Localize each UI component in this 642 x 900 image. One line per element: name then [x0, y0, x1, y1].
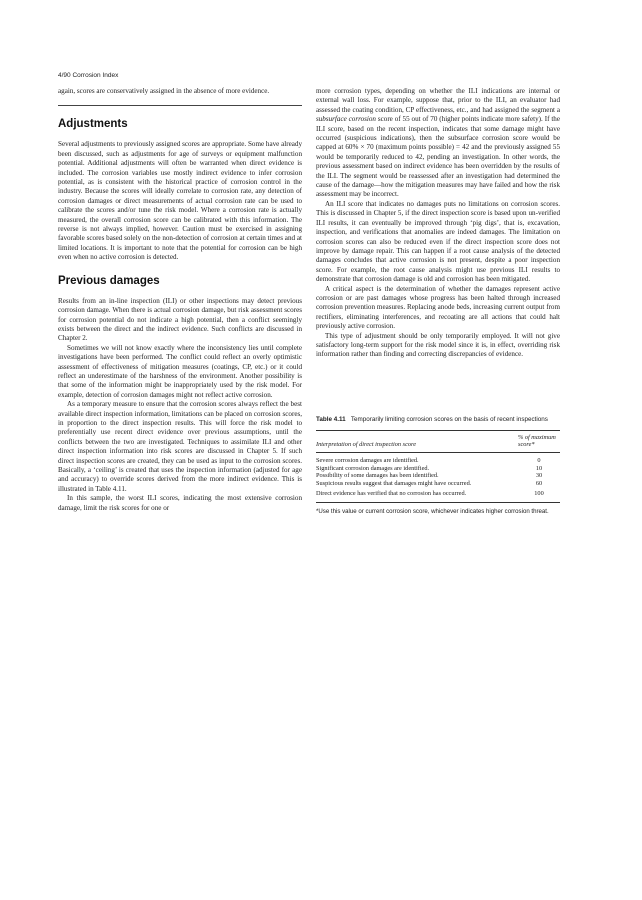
table-row	[316, 457, 560, 465]
subsurface-corrosion-term: subsurface corrosion	[316, 115, 376, 124]
adjustments-paragraph: Several adjustments to previously assigned scores are appropriate. Some have already been discussed, such as adjustments for age of surveys or equipment malfunction potential. Additional adjustments will often be warranted when direct evidence is included. The corrosion variables use mostly indirect evidence to infer corrosion potential, as is consistent with the historical practice of corrosion control in the industry. Because the scores will ideally correlate to corrosion rate, any detection of corrosion damages or direct measurements of actual corrosion rate can be used to calibrate the scores and/or tune the risk model. Where a corrosion rate is actually measured, the overall corrosion score can be calibrated with this information. The reverse is not always implied, however. Caution must be exercised in assigning favorable scores based solely on the non-detection of corrosion at certain times and at limited locations. It is important to note that the potential for corrosion can be high even when no active corrosion is detected.	[58, 140, 302, 262]
table-row	[316, 490, 560, 498]
left-column	[58, 87, 302, 513]
previous-damages-paragraph-4: In this sample, the worst ILI scores, indicating the most extensive corrosion damage, limit the risk scores for one or	[58, 494, 302, 512]
table-footnote: *Use this value or current corrosion score, whichever indicates higher corrosion threat.	[316, 507, 549, 515]
adjustments-heading: Adjustments	[58, 118, 128, 131]
right-paragraph-2: An ILI score that indicates no damages puts no limitations on corrosion scores. This is discussed in Chapter 5, if the direct inspection score is based upon un-verified ILI results, it can eventually be improved through ‘pig digs’, that is, excavation, inspection, and verifications that anomalies are indeed damages. The limitation on corrosion scores can also be reduced even if the direct inspection score does not improve by damage repair. This can happen if a root cause analysis of the detected damages concludes that active corrosion is not present, despite a poor inspection score. For example, the root cause analysis might use previous ILI results to demonstrate that corrosion damage is old and corrosion has been mitigated.	[316, 199, 560, 284]
previous-damages-paragraph-1: Results from an in-line inspection (ILI) or other inspections may detect previous corrosion damage. When there is actual corrosion damage, but risk assessment scores for corrosion potential do not indicate a high potential, then a conflict seemingly exists between the direct and the indirect evidence. Such conflicts are discussed in Chapter 2.	[58, 296, 302, 343]
previous-damages-heading: Previous damages	[58, 274, 160, 287]
table-number: Table 4.11	[316, 415, 346, 423]
table-cell-value: 30	[535, 472, 543, 480]
right-paragraph-1-end: score of 55 out of 70 (higher points indicate more safety). If the ILI score, based on the recent inspection, indicates that some damage might have occurred (suspicious indications), then the subsurface corrosion score would be capped at 60% × 70 (maximum points possible) = 42 and the previously assigned 55 would be temporarily reduced to 42, pending an investigation. In other words, the previous assessment based on indirect evidence has been overridden by the results of the ILI. The segment would be reassessed after an investigation had determined the cause of the damage—how the mitigation measures may have failed and how the risk assessment may be incorrect.	[316, 115, 560, 199]
table-4-11	[316, 416, 560, 516]
right-paragraph-3: A critical aspect is the determination of whether the damages represent active corrosion or are past damages whose progress has been halted through increased corrosion prevention measures. Replacing anode beds, increasing current output from rectifiers, eliminating interferences, and recoating are all actions that could halt previously active corrosion.	[316, 284, 560, 331]
right-paragraph-1	[316, 87, 560, 200]
table-caption	[316, 416, 560, 424]
right-paragraph-4: This type of adjustment should be only temporarily employed. It will not give satisfactory long-term support for the risk model since it is, in effect, overriding risk information rather than finding and correcting discrepancies of evidence.	[316, 331, 560, 359]
table-caption-text: Temporarily limiting corrosion scores on the basis of recent inspections	[350, 415, 548, 423]
running-head: 4/90 Corrosion Index	[58, 72, 119, 79]
table-cell-interpretation: Suspicious results suggest that damages might have occurred.	[316, 480, 472, 488]
table-cell-value: 100	[534, 489, 544, 497]
table-row	[316, 472, 560, 480]
intro-paragraph: again, scores are conservatively assigned in the absence of more evidence.	[58, 87, 270, 95]
table-header	[316, 430, 560, 453]
right-paragraph-1-start: more corrosion types, depending on whether the ILI indications are internal or external wall loss. For example, suppose that, prior to the ILI, an evaluator had assessed the coating condition, CP effectiveness, etc., and had assigned the segment a	[316, 87, 560, 114]
table-cell-value: 10	[535, 464, 543, 472]
table-cell-interpretation: Direct evidence has verified that no corrosion has occurred.	[316, 489, 467, 497]
table-cell-interpretation: Significant corrosion damages are identified.	[316, 464, 430, 472]
previous-damages-paragraph-3: As a temporary measure to ensure that the corrosion scores always reflect the best available direct inspection information, limitations can be placed on corrosion scores, in proportion to the direct inspection results. This will force the risk model to preferentially use recent direct evidence over previous assumptions, until the conflicts between the two are investigated. Techniques to assimilate ILI and other direct inspection information into risk scores are discussed in Chapter 5. If such direct inspection scores are created, they can be used as input to the corrosion scores. Basically, a ‘ceiling’ is created that uses the inspection information (adjusted for age and accuracy) to override scores derived from the more indirect evidence. This is illustrated in Table 4.11.	[58, 400, 302, 493]
right-column	[316, 87, 560, 516]
table-header-percent: % of maximum score*	[518, 433, 556, 449]
table-row	[316, 465, 560, 473]
previous-damages-paragraph-2: Sometimes we will not know exactly where the inconsistency lies until complete investigations have been performed. The conflict could reflect an overly optimistic assessment of effectiveness of mitigation measures (coatings, CP, etc.) or it could reflect an underestimate of the harshness of the environment. Another possibility is that some of the information might be inappropriately used by the risk model. For example, detection of corrosion damages might not reflect active corrosion.	[58, 343, 302, 399]
table-cell-interpretation: Severe corrosion damages are identified.	[316, 456, 419, 464]
table-row	[316, 480, 560, 488]
table-cell-value: 60	[535, 480, 543, 488]
table-body	[316, 453, 560, 503]
table-cell-interpretation: Possibility of some damages has been identified.	[316, 472, 439, 480]
table-cell-value: 0	[537, 456, 541, 464]
section-divider	[58, 105, 302, 106]
table-header-interpretation: Interpretation of direct inspection score	[316, 441, 417, 449]
